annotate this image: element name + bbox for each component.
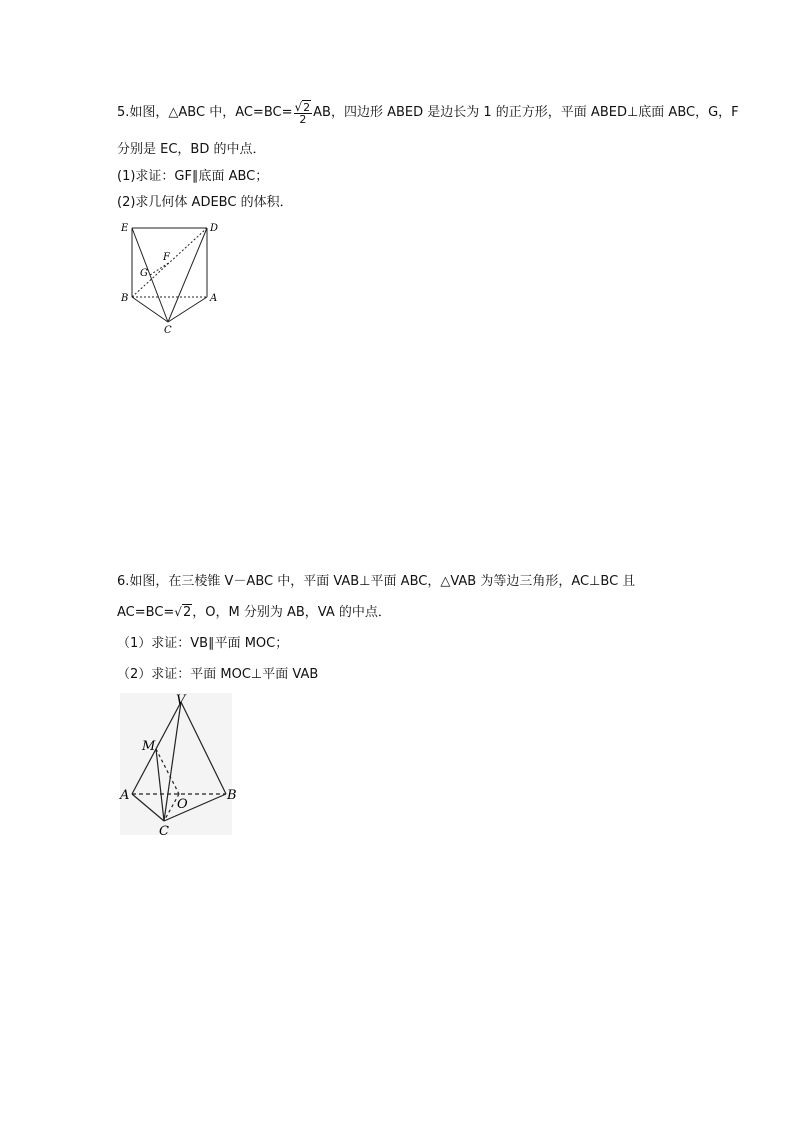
- label-B: B: [227, 788, 237, 803]
- segment-GF-hidden: [150, 262, 170, 275]
- edge-AC: [168, 297, 207, 322]
- sqrt-icon: √: [174, 605, 182, 619]
- problem6-figure: [117, 690, 237, 840]
- fraction-numerator: √2: [294, 99, 311, 114]
- label-F: F: [163, 252, 170, 263]
- edge-DC: [168, 228, 207, 322]
- label-B: B: [121, 293, 129, 304]
- problem5-statement-line1: [117, 96, 739, 130]
- label-A: A: [120, 788, 130, 803]
- sqrt-icon: √: [294, 99, 303, 114]
- problem6-question1: （1）求证：VB∥平面 MOC；: [117, 636, 289, 651]
- problem6-intro-b1: AC=BC=: [117, 604, 175, 620]
- problem6-question2: （2）求证：平面 MOC⊥平面 VAB: [117, 667, 319, 682]
- label-C: C: [164, 325, 172, 336]
- problem6-intro-b2: ，O，M 分别为 AB，VA 的中点．: [192, 604, 391, 620]
- label-O: O: [177, 797, 188, 812]
- problem6-statement-line1: 6.如图，在三棱锥 V－ABC 中，平面 VAB⊥平面 ABC，△VAB 为等边三角形，AC⊥BC 且: [117, 574, 636, 589]
- fraction-denominator: 2: [299, 112, 307, 126]
- problem5-intro-b: AB，四边形 ABED 是边长为 1 的正方形，平面 ABED⊥底面 ABC，G，F: [313, 105, 739, 120]
- label-E: E: [121, 223, 129, 234]
- label-D: D: [210, 223, 219, 234]
- label-C: C: [159, 824, 169, 839]
- problem5-intro-a: 5.如图，△ABC 中，AC=BC=: [117, 105, 293, 120]
- label-V: V: [176, 693, 186, 708]
- label-G: G: [140, 268, 148, 279]
- problem5-statement-line2: 分别是 EC，BD 的中点．: [117, 142, 266, 157]
- label-A: A: [210, 293, 218, 304]
- problem5-question1: (1)求证：GF∥底面 ABC；: [117, 169, 269, 184]
- problem6-statement-line2: [117, 604, 391, 621]
- problem5-question2: (2)求几何体 ADEBC 的体积．: [117, 195, 293, 210]
- problem5-figure: [115, 218, 225, 338]
- sqrt2-over-2-fraction: [294, 99, 313, 126]
- figure-background: [120, 693, 232, 835]
- edge-BC: [132, 297, 168, 322]
- sqrt2-expression: √2: [174, 605, 192, 620]
- label-M: M: [142, 739, 156, 754]
